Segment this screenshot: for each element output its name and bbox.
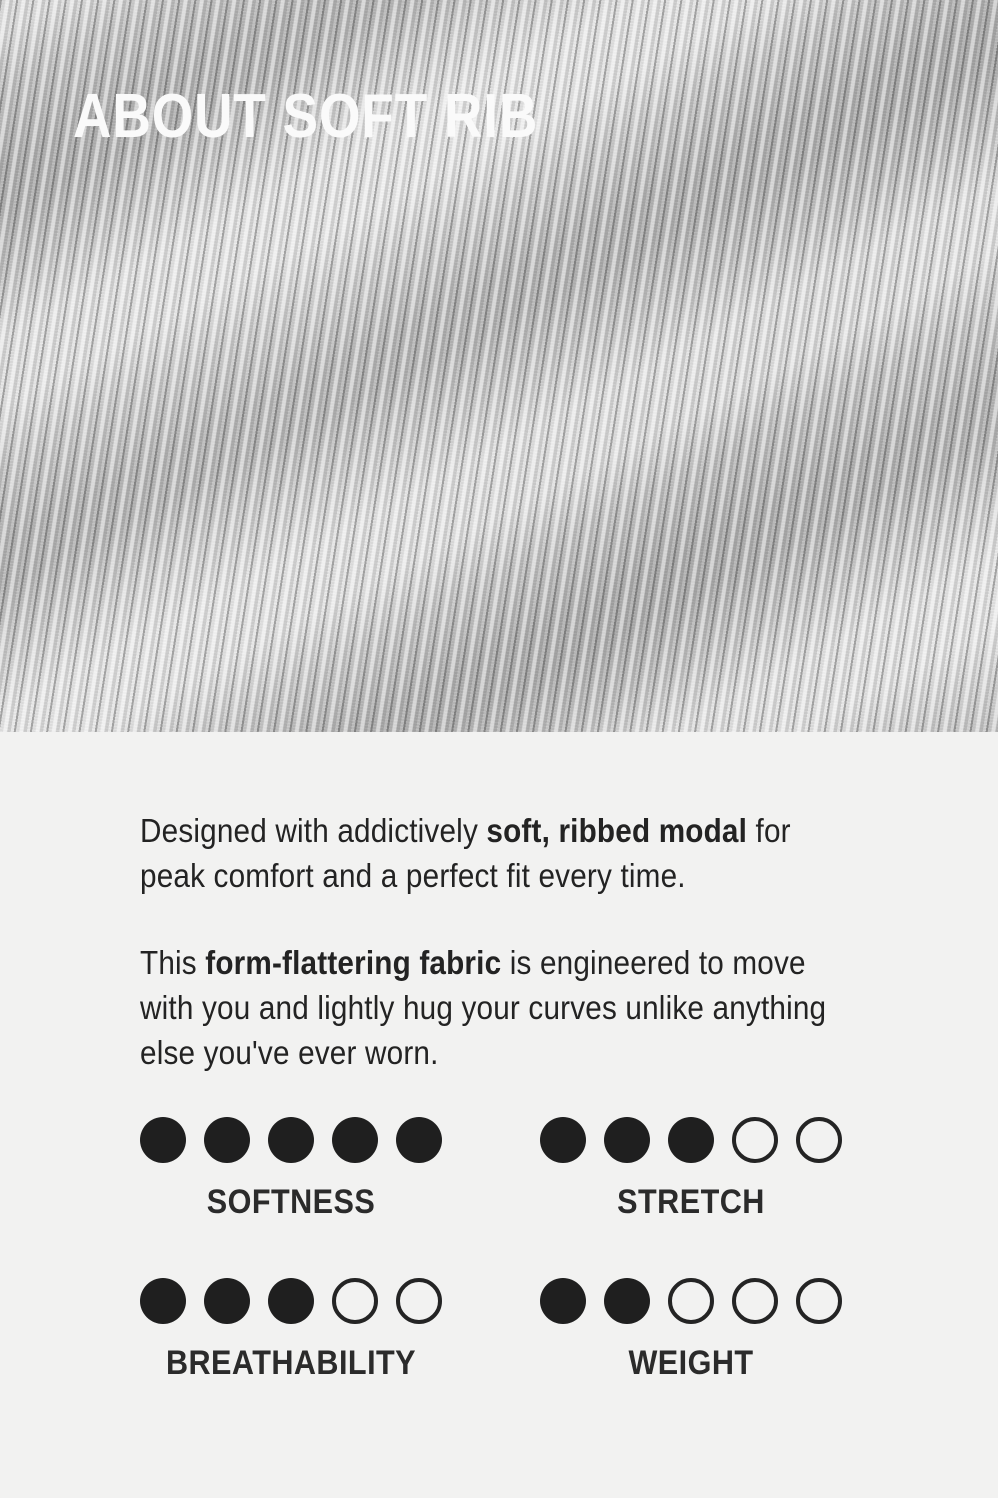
description-text: Designed with addictively [140, 812, 487, 849]
rating-dot-empty-icon [796, 1278, 842, 1324]
rating-dot-filled-icon [540, 1278, 586, 1324]
rating-dots [140, 1278, 442, 1324]
description-bold-text: soft, ribbed modal [486, 812, 748, 849]
rating-dot-empty-icon [796, 1117, 842, 1163]
rating-dot-empty-icon [668, 1278, 714, 1324]
rating-dot-empty-icon [332, 1278, 378, 1324]
description-text: for peak comfort and a perfect fit every time. [140, 812, 791, 894]
rating-dot-filled-icon [204, 1278, 250, 1324]
rating-label: BREATHABILITY [165, 1344, 417, 1382]
description-text: is engineered to move with you and lightly hug your curves unlike anything else you've ever worn. [140, 944, 827, 1071]
rating-dots [540, 1278, 842, 1324]
rating-label: SOFTNESS [206, 1183, 376, 1221]
rating-dot-filled-icon [604, 1117, 650, 1163]
rating-dots [140, 1117, 442, 1163]
rating-group [140, 1117, 442, 1222]
rating-dot-filled-icon [396, 1117, 442, 1163]
ratings-grid [140, 1117, 998, 1383]
rating-label: WEIGHT [628, 1344, 754, 1382]
rating-dot-empty-icon [396, 1278, 442, 1324]
rating-group [540, 1117, 842, 1222]
rating-dot-filled-icon [604, 1278, 650, 1324]
fabric-photo [0, 0, 998, 732]
rating-dot-empty-icon [732, 1117, 778, 1163]
rating-dot-filled-icon [140, 1117, 186, 1163]
page-title: ABOUT SOFT RIB [73, 82, 539, 151]
description [140, 808, 998, 1075]
rating-dot-filled-icon [668, 1117, 714, 1163]
rating-dot-filled-icon [268, 1278, 314, 1324]
description-paragraph [140, 940, 968, 1075]
rating-label: STRETCH [617, 1183, 765, 1221]
rating-dot-filled-icon [540, 1117, 586, 1163]
description-paragraph [140, 808, 968, 898]
description-text: This [140, 944, 206, 981]
rating-dots [540, 1117, 842, 1163]
rating-group [140, 1278, 442, 1383]
rating-dot-filled-icon [268, 1117, 314, 1163]
rating-group [540, 1278, 842, 1383]
rating-dot-empty-icon [732, 1278, 778, 1324]
rating-dot-filled-icon [140, 1278, 186, 1324]
rating-dot-filled-icon [204, 1117, 250, 1163]
content-section [0, 732, 998, 1383]
rating-dot-filled-icon [332, 1117, 378, 1163]
description-bold-text: form-flattering fabric [205, 944, 502, 981]
